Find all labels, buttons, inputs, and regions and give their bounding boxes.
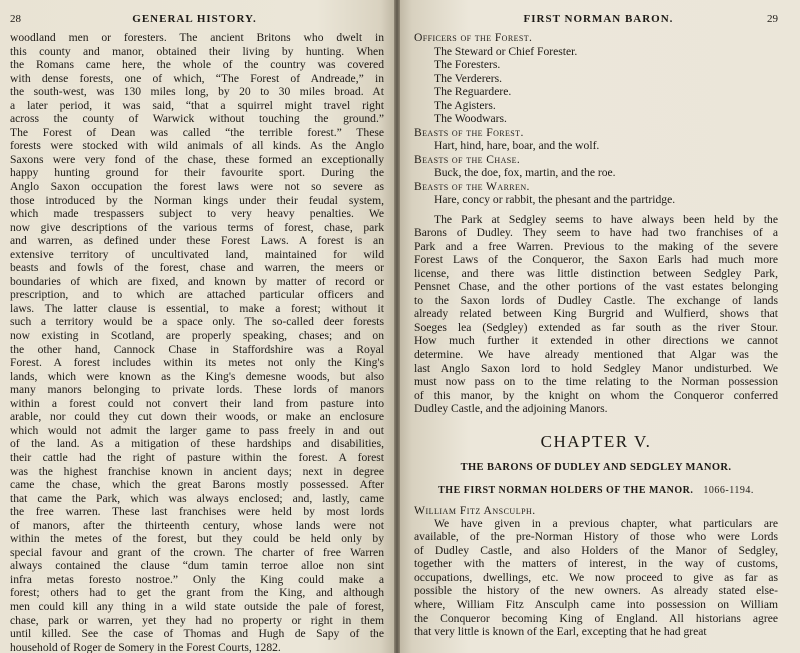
text-line: the south-west, was 130 miles long, by 20 to 30 miles broad. At bbox=[10, 85, 384, 99]
list-item: The Foresters. bbox=[434, 58, 501, 71]
text-line: license, and there was little distinction between Sedgley Park, bbox=[414, 266, 778, 280]
left-page-number: 28 bbox=[10, 13, 21, 25]
text-line: the other hand, Cannock Chase in Staffordshire was a Royal bbox=[10, 342, 384, 356]
text-line: within a forest could not convert their land from pasture into bbox=[10, 396, 384, 410]
text-line: arable, nor could they cut down their woods, or make an enclosure bbox=[10, 410, 384, 424]
section-years: 1066-1194. bbox=[703, 484, 754, 496]
text-line: this county and manor, obtained their living by hunting. When bbox=[10, 44, 384, 58]
text-line: that very little is known of the Earl, excepting that he had great bbox=[414, 625, 707, 639]
text-line: until killed. See the case of Thomas and Hugh de Sapy of the bbox=[10, 627, 384, 641]
text-line: extensive territory of uncultivated land, maintained for wild bbox=[10, 247, 384, 261]
text-line: happy hunting ground for their favourite sport. During the bbox=[10, 166, 384, 180]
text-line: laws. The latter clause is essential, to make a forest; without it bbox=[10, 301, 384, 315]
list-item: The Agisters. bbox=[434, 98, 496, 112]
text-line: forest; others had to get the grant from the King, and although bbox=[10, 586, 384, 600]
text-line: the free warren. These last franchises were held by most lords bbox=[10, 505, 384, 519]
text-line: such a territory would be a space only. The so-called deer forests bbox=[10, 315, 384, 329]
text-line: the Romans came here, the whole of the country was covered bbox=[10, 58, 384, 72]
text-line: Pensnet Chase, and the other portions of the vast estates belonging bbox=[414, 280, 778, 294]
text-line: forests were stocked with wild animals of all kinds. As the Anglo bbox=[10, 139, 384, 153]
text-line: Anglo Saxon occupation the forest laws were not so severe as bbox=[10, 180, 384, 194]
text-line: determine. We have already mentioned that Algar was the bbox=[414, 347, 778, 361]
text-line: last Anglo Saxon lord to hold Sedgley Manor undisturbed. We bbox=[414, 361, 778, 375]
list-item: Hart, hind, hare, boar, and the wolf. bbox=[434, 139, 600, 152]
text-line: which made trespassers subject to very heavy penalties. We bbox=[10, 207, 384, 221]
list-item: The Reguardere. bbox=[434, 85, 512, 98]
list-item: The Woodwars. bbox=[434, 112, 507, 125]
text-line: where, William Fitz Ansculph came into possession on William bbox=[414, 597, 778, 611]
text-line: How much further it extended in other directions we cannot bbox=[414, 334, 778, 348]
list-item: Buck, the doe, fox, martin, and the roe. bbox=[434, 166, 616, 179]
text-line: woodland men or foresters. The ancient Britons who dwelt in bbox=[10, 31, 384, 44]
text-line: must now pass on to the time relating to the Norman possession bbox=[414, 375, 778, 389]
right-page-number: 29 bbox=[766, 13, 778, 25]
left-running-head bbox=[10, 13, 384, 31]
left-page-title: GENERAL HISTORY. bbox=[132, 13, 257, 25]
forest-lists bbox=[414, 31, 778, 207]
text-line: beasts and fowls of the forest, chase and warren, the meers or bbox=[10, 261, 384, 275]
text-line: available, of the pre-Norman History of those who were Lords bbox=[414, 530, 778, 544]
text-line: The Park at Sedgley seems to have always been held by the bbox=[434, 212, 778, 226]
text-line: Forest. A forest includes within its metes not only the King's bbox=[10, 356, 384, 370]
text-line: already related between King Burgrid and Wulfierd, shows that bbox=[414, 307, 778, 321]
text-line: of the land. As a mitigation of these hardships and disabilities, bbox=[10, 437, 384, 451]
text-line: now existing in Scotland, are properly speaking, chases; and on bbox=[10, 329, 384, 343]
text-line: a later period, it was said, “that a squirrel might travel right bbox=[10, 98, 384, 112]
text-line: came the chase, which the great Barons mostly possessed. After bbox=[10, 478, 384, 492]
right-page-title: FIRST NORMAN BARON. bbox=[523, 13, 674, 25]
text-line: chase, park or warren, yet they had no property or right in them bbox=[10, 613, 384, 627]
section-title: THE FIRST NORMAN HOLDERS OF THE MANOR. bbox=[438, 484, 694, 496]
text-line: of this manor, by the knight on whom the Conqueror conferred bbox=[414, 388, 778, 402]
text-line: with dense forests, one of which, “The Forest of Andreade,” in bbox=[10, 71, 384, 85]
text-line: their cattle had the right of pasture within the forest. A forest bbox=[10, 450, 384, 464]
text-line: and warren, as defined under these Forest Laws. A forest is an bbox=[10, 234, 384, 248]
text-line: prescription, and to which are attached particular officers and bbox=[10, 288, 384, 302]
text-line: Barons of Dudley. They seem to have had two franchises of a bbox=[414, 226, 778, 240]
section-heading bbox=[414, 485, 778, 496]
text-line: which would not admit the larger game to pass freely in and out bbox=[10, 423, 384, 437]
text-line: infra metas foresto nostroe.” Only the King could make a bbox=[10, 572, 384, 586]
left-page bbox=[0, 0, 396, 653]
text-line: was the highest franchise known in ancient days; next in degree bbox=[10, 464, 384, 478]
text-line: within the metes of the forest, but they could be held only by bbox=[10, 532, 384, 546]
text-line: of Dudley Castle, and also Holders of the Manor of Sedgley, bbox=[414, 543, 778, 557]
list-heading: Beasts of the Chase. bbox=[414, 152, 521, 166]
text-line: men could kill any thing in a wild state outside the pale of forest, bbox=[10, 599, 384, 613]
left-body-text bbox=[10, 31, 384, 653]
list-heading: Beasts of the Warren. bbox=[414, 179, 530, 193]
text-line: to the Saxon lords of Dudley Castle. The exchange of lands bbox=[414, 293, 778, 307]
right-running-head bbox=[414, 13, 778, 31]
text-line: across the county of Warwick without touching the ground.” bbox=[10, 112, 384, 126]
text-line: Saxons were very fond of the chase, these formed an exceptionally bbox=[10, 152, 384, 166]
list-heading: Officers of the Forest. bbox=[414, 31, 533, 44]
list-heading: Beasts of the Forest. bbox=[414, 125, 524, 139]
text-line: occupations, dwellings, etc. We now proceed to give as far as bbox=[414, 570, 778, 584]
list-item: The Verderers. bbox=[434, 71, 503, 85]
text-line: together with the matters of interest, in the way of customs, bbox=[414, 557, 778, 571]
book-gutter bbox=[394, 0, 400, 653]
text-line: We have given in a previous chapter, what particulars are bbox=[434, 516, 778, 530]
text-line: Dudley Castle, and the adjoining Manors. bbox=[414, 402, 608, 416]
william-fitz-ansculph-paragraph bbox=[414, 517, 778, 639]
text-line: Park and a free Warren. Previous to the making of the severe bbox=[414, 239, 778, 253]
text-line: Soeges lea (Sedgley) extended as far south as the river Stour. bbox=[414, 320, 778, 334]
list-item: The Steward or Chief Forester. bbox=[434, 44, 578, 58]
text-line: special favour and grant of the crown. The charter of free Warren bbox=[10, 545, 384, 559]
text-line: possible the history of the new owners. As already stated else- bbox=[414, 584, 778, 598]
text-line: boundaries of which are fixed, and known by matter of record or bbox=[10, 274, 384, 288]
text-line: Forest Laws of the Conqueror, the Saxon Earls had much more bbox=[414, 253, 778, 267]
text-line: lands, which were known as the King's demesne woods, but also bbox=[10, 369, 384, 383]
text-line: of manors, after the thirteenth century, whose lands were not bbox=[10, 518, 384, 532]
sedgley-park-paragraph bbox=[414, 213, 778, 416]
right-page bbox=[396, 0, 800, 653]
list-item: Hare, concy or rabbit, the phesant and the partridge. bbox=[434, 193, 676, 206]
text-line: the Conqueror becoming King of England. All historians agree bbox=[414, 611, 778, 625]
text-line: that came the Park, which was always enclosed; and, lastly, came bbox=[10, 491, 384, 505]
text-line: household of Roger de Somery in the Forest Courts, 1282. bbox=[10, 640, 281, 653]
text-line: those introduced by the Norman kings under their feudal system, bbox=[10, 193, 384, 207]
text-line: always contained the clause “dum tamin terroe alloe non sint bbox=[10, 559, 384, 573]
text-line: now give descriptions of the various terms of forest, chase, park bbox=[10, 220, 384, 234]
text-line: many manors belonging to private lords. These lords of manors bbox=[10, 383, 384, 397]
chapter-title: CHAPTER V. bbox=[540, 431, 652, 451]
person-heading: William Fitz Ansculph. bbox=[414, 503, 536, 517]
chapter-subtitle: THE BARONS OF DUDLEY AND SEDGLEY MANOR. bbox=[460, 461, 732, 473]
text-line: The Forest of Dean was called “the terrible forest.” These bbox=[10, 125, 384, 139]
